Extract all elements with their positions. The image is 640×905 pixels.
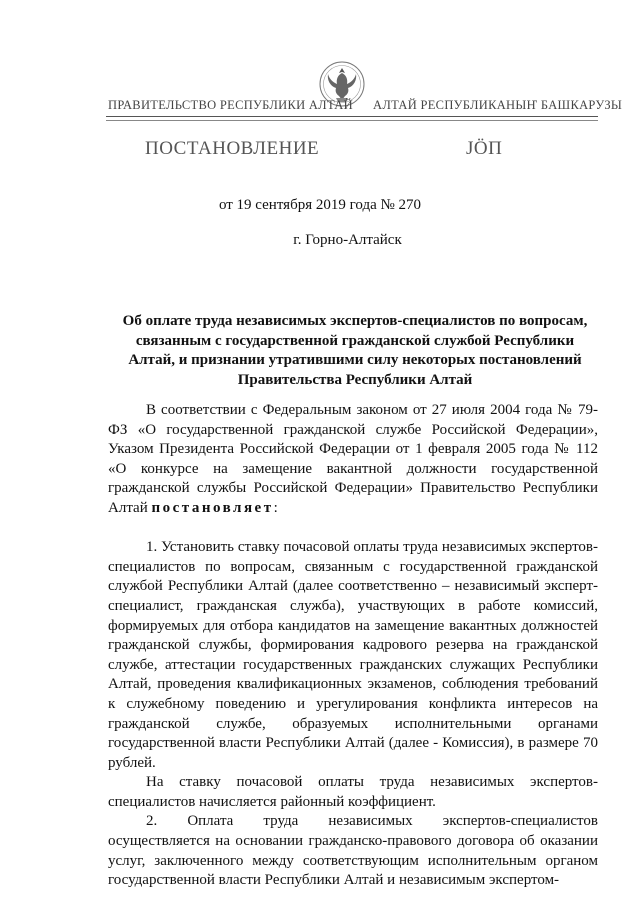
document-city: г. Горно-Алтайск bbox=[293, 232, 402, 248]
government-name-russian: ПРАВИТЕЛЬСТВО РЕСПУБЛИКИ АЛТАЙ bbox=[108, 98, 353, 112]
government-name-altai: АЛТАЙ РЕСПУБЛИКАНЫҤ БАШКАРУЗЫ bbox=[373, 98, 623, 112]
resolves-word: постановляет bbox=[151, 499, 274, 516]
paragraph-2: 2. Оплата труда независимых экспертов-специалистов осуществляется на основании гражданско-правового договора об оказании услуг, заключенного между соответствующим исполнительным органом государственной власти Республики Алтай и независимым экспертом- bbox=[108, 813, 598, 889]
document-date-number: от 19 сентября 2019 года № 270 bbox=[218, 197, 422, 213]
preamble-text: В соответствии с Федеральным законом от 27 июля 2004 года № 79-ФЗ «О государственной гражданской службе Российской Федерации», Указом Президента Российской Федерации от 1 февраля 2005 года № 112 «О конкурсе на замещение вакантной должности государственной гражданской службы Российской Федерации» Правительство Республики Алтай bbox=[108, 402, 598, 516]
doc-type-russian: ПОСТАНОВЛЕНИЕ bbox=[145, 138, 320, 159]
preamble-colon: : bbox=[273, 499, 278, 516]
doc-type-altai: ЈӦП bbox=[466, 138, 503, 159]
paragraph-1-note: На ставку почасовой оплаты труда независимых экспертов-специалистов начисляется районный коэффициент. bbox=[108, 774, 598, 810]
preamble-paragraph bbox=[108, 401, 598, 519]
document-body bbox=[108, 401, 598, 891]
header-rule-thin bbox=[106, 120, 598, 121]
document-title: Об оплате труда независимых экспертов-специалистов по вопросам, связанным с государственной гражданской службой Республики Алтай, и признании утратившими силу некоторых постановлений Правительства Республики Алтай bbox=[122, 313, 588, 388]
paragraph-1: 1. Установить ставку почасовой оплаты труда независимых экспертов-специалистов по вопросам, связанным с государственной гражданской службой Республики Алтай (далее соответственно – независимый эксперт-специалист, гражданская служба), участвующих в работе комиссий, формируемых для отбора кандидатов на замещение вакантных должностей гражданской службы, формирования кадрового резерва на гражданской службе, аттестации государственных гражданских служащих Республики Алтай, проведения квалификационных экзаменов, соблюдения требований к служебному поведению и урегулирования конфликта интересов на гражданской службе, образуемых исполнительными органами государственной власти Республики Алтай (далее - Комиссия), в размере 70 рублей. bbox=[108, 539, 598, 771]
header-rule-thick bbox=[106, 116, 598, 117]
